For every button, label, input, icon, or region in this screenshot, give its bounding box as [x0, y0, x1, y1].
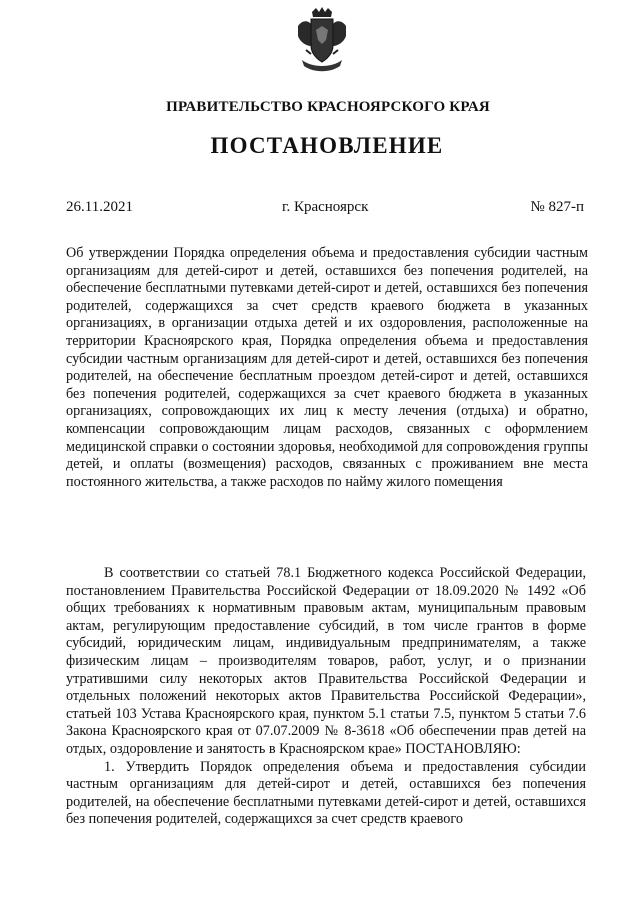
coat-of-arms-icon: [294, 6, 350, 76]
document-date: 26.11.2021: [66, 199, 133, 215]
document-body: [66, 565, 586, 829]
document-number: № 827-п: [530, 199, 584, 215]
document-type-title: ПОСТАНОВЛЕНИЕ: [210, 133, 444, 158]
document-subject: Об утверждении Порядка определения объема и предоставления субсидии частным организациям для детей-сирот и детей, оставшихся без попечения родителей, на обеспечение бесплатными путевками детей-сирот и детей, оставшихся без попечения родителей, содержащихся за счет средств краевого бюджета в указанных организациях, в организации отдыха детей и их оздоровления, расположенные на территории Красноярского края, Порядка определения объема и предоставления субсидии частным организациям для детей-сирот и детей, оставшихся без попечения родителей, на обеспечение бесплатным проездом детей-сирот и детей, оставшихся без попечения родителей, содержащихся за счет краевого бюджета в указанных организациях, сопровождающих их лиц к месту лечения (отдыха) и обратно, компенсации сопровождающим лицам расходов, связанных с оформлением медицинской справки о состоянии здоровья, необходимой для сопровождения группы детей, и оплаты (возмещения) расходов, связанных с проживанием вне места постоянного жительства, а также расходов по найму жилого помещения: [66, 245, 588, 490]
item-1-paragraph: 1. Утвердить Порядок определения объема и предоставления субсидии частным организациям для детей-сирот и детей, оставшихся без попечения родителей, на обеспечение бесплатными путевками детей-сирот и детей, оставшихся без попечения родителей, содержащихся за счет средств краевого: [66, 758, 586, 828]
document-meta: [66, 199, 584, 216]
document-city: г. Красноярск: [282, 199, 369, 215]
government-title: ПРАВИТЕЛЬСТВО КРАСНОЯРСКОГО КРАЯ: [166, 99, 490, 115]
preamble-paragraph: В соответствии со статьей 78.1 Бюджетного кодекса Российской Федерации, постановлением Правительства Российской Федерации от 18.09.2020 № 1492 «Об общих требованиях к нормативным правовым актам, муниципальным правовым актам, регулирующим предоставление субсидий, в том числе грантов в форме субсидий, юридическим лицам, индивидуальным предпринимателям, а также физическим лицам – производителям товаров, работ, услуг, и о признании утратившими силу некоторых актов Правительства Российской Федерации и отдельных положений некоторых актов Правительства Российской Федерации», статьей 103 Устава Красноярского края, пунктом 5.1 статьи 7.5, пунктом 5 статьи 7.6 Закона Красноярского края от 07.07.2009 № 8-3618 «Об обеспечении прав детей на отдых, оздоровление и занятость в Красноярском крае» ПОСТАНОВЛЯЮ:: [66, 565, 586, 757]
